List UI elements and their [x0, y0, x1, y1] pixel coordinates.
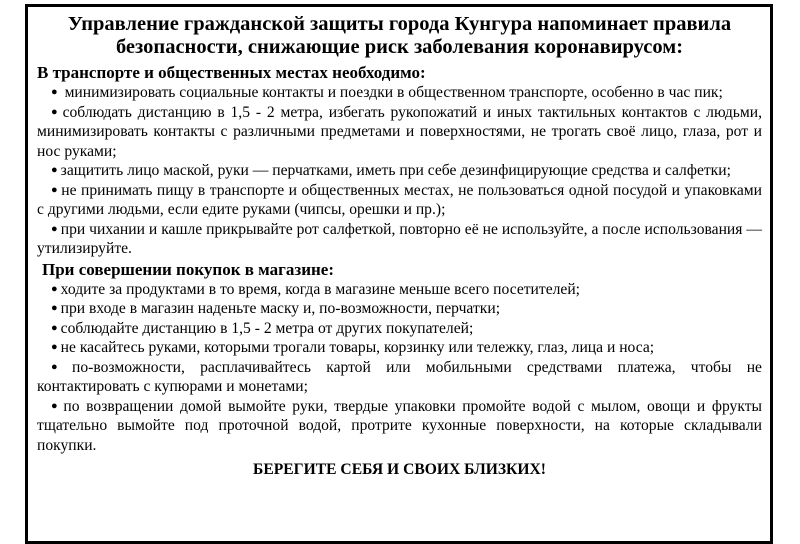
list-item-text: по-возможности, расплачивайтесь картой или мобильными средствами платежа, чтобы не контактировать с купюрами и монетами; [37, 358, 762, 395]
transport-section-heading: В транспорте и общественных местах необходимо: [37, 63, 426, 82]
bullet-icon: ● [51, 183, 59, 196]
list-item [37, 103, 762, 162]
bullet-icon: ● [51, 360, 69, 373]
list-item [37, 83, 762, 103]
bullet-icon: ● [51, 282, 58, 295]
list-item-text: соблюдать дистанцию в 1,5 - 2 метра, избегать рукопожатий и иных тактильных контактов с людьми, минимизировать контакты с различными предметами и поверхностями, не трогать своё лицо, глаза, рот и нос руками; [37, 103, 762, 160]
list-item-text: при входе в магазин наденьте маску и, по-возможности, перчатки; [60, 300, 501, 317]
list-item-text: не принимать пищу в транспорте и общественных местах, не пользоваться одной посудой и упаковками с другими людьми, если едите руками (чипсы, орешки и пр.); [37, 181, 762, 218]
shopping-section-heading: При совершении покупок в магазине: [42, 259, 334, 279]
list-item [37, 338, 762, 358]
list-item-text: минимизировать социальные контакты и поездки в общественном транспорте, особенно в час пик; [64, 84, 723, 101]
bullet-icon: ● [51, 302, 58, 314]
list-item-text: по возвращении домой вымойте руки, твердые упаковки промойте водой с мылом, овощи и фрукты тщательно вымойте под проточной водой, протрите кухонные поверхности, на которые складывали покупки. [37, 397, 762, 454]
list-item-text: при чихании и кашле прикрывайте рот салфеткой, повторно её не используйте, а после использования — утилизируйте. [37, 220, 762, 257]
list-item [37, 280, 762, 300]
title-line-2: безопасности, снижающие риск заболевания коронавирусом: [115, 36, 684, 58]
bullet-icon: ● [51, 105, 60, 118]
list-item-text: ходите за продуктами в то время, когда в магазине меньше всего посетителей; [60, 280, 581, 298]
list-item-text: не касайтесь руками, которыми трогали товары, корзинку или тележку, глаз, лица и носа; [60, 339, 655, 356]
bullet-icon: ● [51, 164, 58, 176]
list-item [37, 319, 762, 339]
bullet-icon: ● [51, 341, 58, 353]
bullet-icon: ● [51, 222, 58, 235]
list-item [37, 397, 762, 456]
list-item [37, 181, 762, 220]
bullet-icon: ● [51, 321, 58, 334]
list-item [37, 358, 762, 397]
bullet-icon: ● [51, 399, 61, 412]
list-item-text: защитить лицо маской, руки — перчатками, иметь при себе дезинфицирующие средства и салфетки; [60, 162, 731, 179]
notice-title [37, 13, 762, 59]
bullet-icon: ● [51, 86, 58, 98]
title-line-1: Управление гражданской защиты города Кунгура напоминает правила [67, 13, 732, 35]
list-item [37, 161, 762, 181]
list-item [37, 299, 762, 319]
notice-frame [25, 4, 773, 544]
list-item [37, 220, 762, 259]
list-item-text: соблюдайте дистанцию в 1,5 - 2 метра от других покупателей; [60, 319, 474, 337]
closing-slogan: БЕРЕГИТЕ СЕБЯ И СВОИХ БЛИЗКИХ! [253, 461, 546, 478]
